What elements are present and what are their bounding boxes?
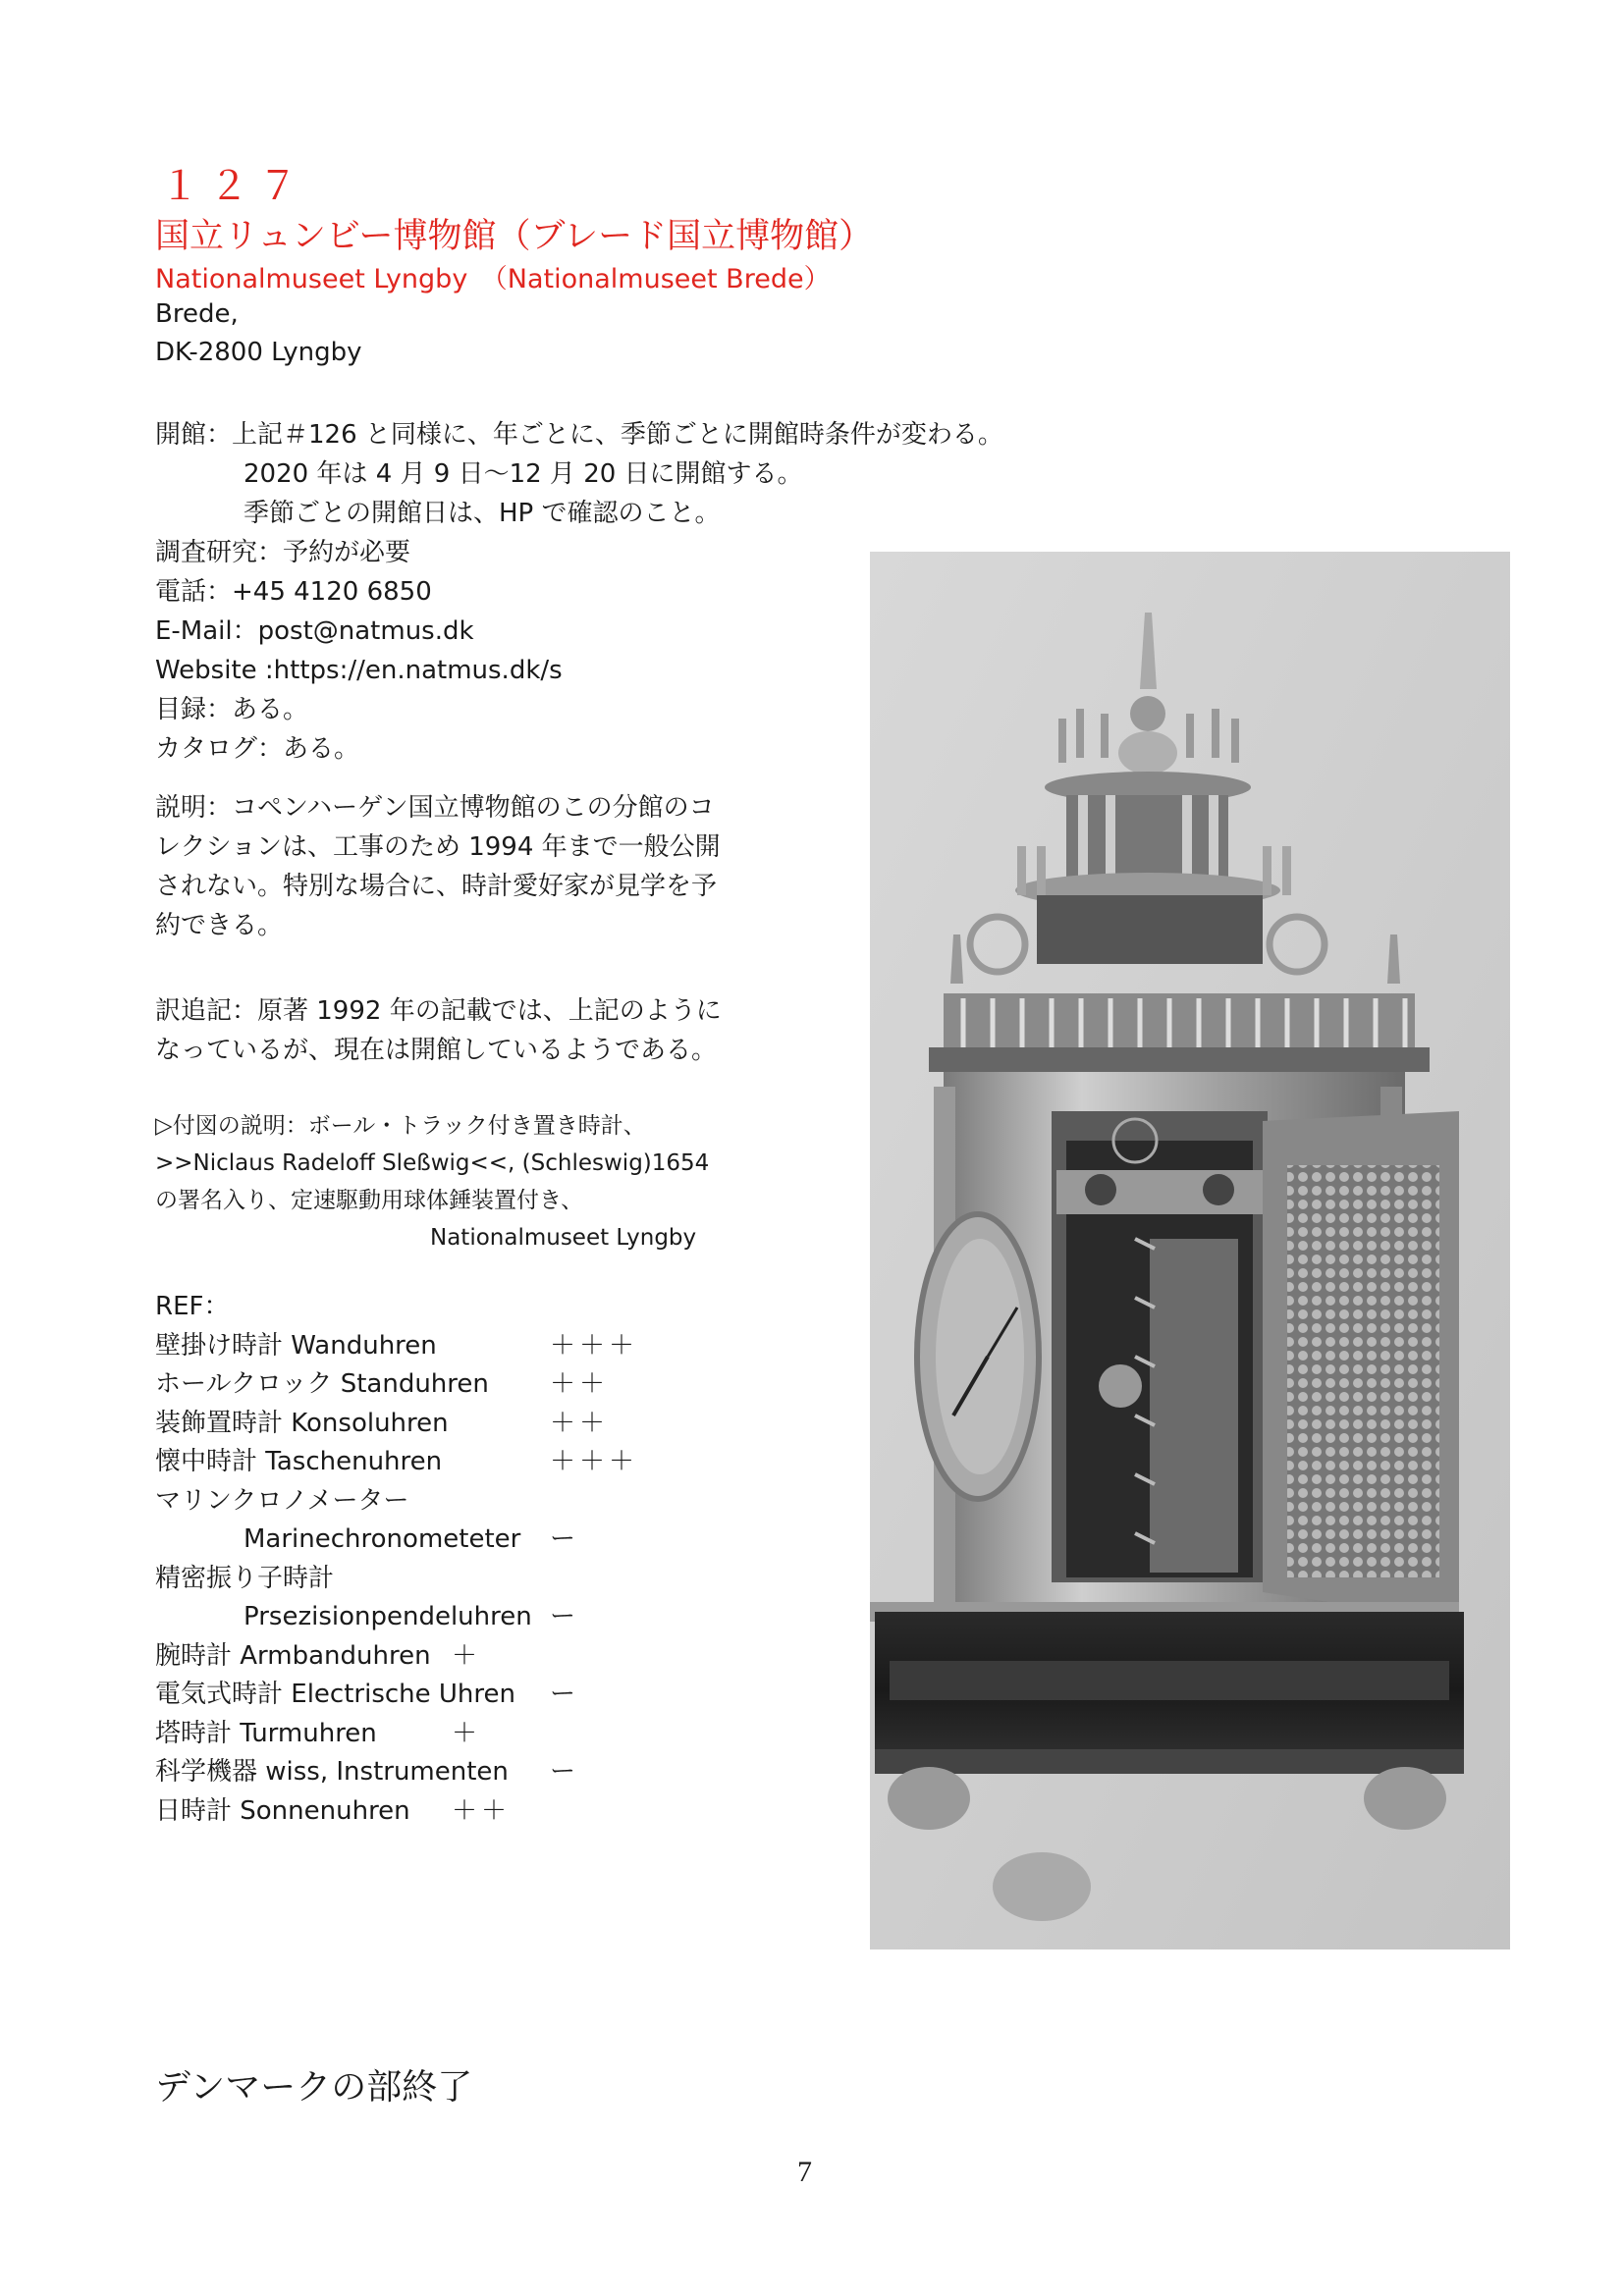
caption-line: >>Niclaus Radeloff Sleßwig<<, (Schleswig)1654: [155, 1150, 710, 1176]
caption-line: Nationalmuseet Lyngby: [430, 1225, 697, 1251]
museum-title: 国立リュンビー博物館（ブレード国立博物館）: [155, 217, 874, 256]
phone: 電話：+45 4120 6850: [155, 577, 432, 607]
explanation: [155, 788, 823, 945]
explanation-line: されない。特別な場合に、時計愛好家が見学を予: [155, 872, 718, 901]
address-line: DK-2800 Lyngby: [155, 338, 362, 367]
ref-name: 壁掛け時計 Wanduhren: [155, 1330, 437, 1361]
catalog-info: カタログ：ある。: [155, 734, 360, 764]
ref-value: ＋＋＋: [550, 1330, 639, 1361]
ref-value: ＋: [452, 1640, 482, 1671]
ref-name: 精密振り子時計: [155, 1563, 335, 1593]
ref-name: 科学機器 wiss, Instrumenten: [155, 1757, 509, 1787]
ref-value: ー: [550, 1602, 580, 1631]
ref-label: REF：: [155, 1292, 230, 1321]
website: Website :https://en.natmus.dk/s: [155, 656, 563, 685]
ref-name: 電気式時計 Electrische Uhren: [155, 1680, 515, 1709]
ref-value: ＋＋: [550, 1408, 610, 1438]
entry-number: １２７: [160, 164, 307, 209]
ref-value: ー: [550, 1524, 580, 1554]
explanation-line: 約できる。: [155, 911, 284, 940]
ref-name: 腕時計 Armbanduhren: [155, 1640, 431, 1671]
museum-subtitle: Nationalmuseet Lyngby （Nationalmuseet Brede）: [155, 264, 831, 294]
ref-name: 懐中時計 Taschenuhren: [155, 1447, 443, 1476]
ref-name: 塔時計 Turmuhren: [155, 1718, 377, 1748]
caption-line: ▷付図の説明：ボール・トラック付き置き時計、: [155, 1113, 646, 1139]
section-end-note: デンマークの部終了: [155, 2067, 473, 2108]
opening-hours-note: 季節ごとの開館日は、HP で確認のこと。: [243, 499, 721, 528]
ref-name: Prsezisionpendeluhren: [243, 1602, 532, 1631]
ref-value: ＋＋: [452, 1795, 512, 1826]
research-info: 調査研究：予約が必要: [155, 538, 411, 567]
ref-name: 日時計 Sonnenuhren: [155, 1795, 410, 1826]
caption-line: の署名入り、定速駆動用球体錘装置付き、: [155, 1188, 584, 1213]
address-line: Brede,: [155, 299, 239, 329]
ref-name: 装飾置時計 Konsoluhren: [155, 1408, 449, 1438]
email: E-Mail：post@natmus.dk: [155, 616, 474, 646]
ref-name: ホールクロック Standuhren: [155, 1369, 489, 1399]
page-number: 7: [797, 2156, 812, 2188]
clock-photo: [870, 552, 1510, 1949]
explanation-line: 説明：コペンハーゲン国立博物館のこの分館のコ: [155, 793, 715, 823]
ref-value: ＋＋＋: [550, 1447, 639, 1476]
opening-hours: 開館：上記＃126 と同様に、年ごとに、季節ごとに開館時条件が変わる。: [155, 420, 1003, 450]
figure-caption: [155, 1107, 709, 1256]
catalog-info: 目録：ある。: [155, 695, 309, 724]
ref-name: マリンクロノメーター: [155, 1485, 409, 1516]
ref-value: ー: [550, 1680, 580, 1709]
ref-value: ＋＋: [550, 1369, 610, 1399]
translator-note: [155, 991, 722, 1070]
note-line: なっているが、現在は開館しているようである。: [155, 1036, 718, 1065]
ref-value: ＋: [452, 1718, 482, 1748]
ref-value: ー: [550, 1757, 580, 1787]
ref-name: Marinechronometeter: [243, 1524, 521, 1554]
opening-hours-2020: 2020 年は 4 月 9 日〜12 月 20 日に開館する。: [243, 459, 803, 489]
note-line: 訳追記：原著 1992 年の記載では、上記のように: [155, 996, 722, 1026]
explanation-line: レクションは、工事のため 1994 年まで一般公開: [155, 832, 721, 862]
